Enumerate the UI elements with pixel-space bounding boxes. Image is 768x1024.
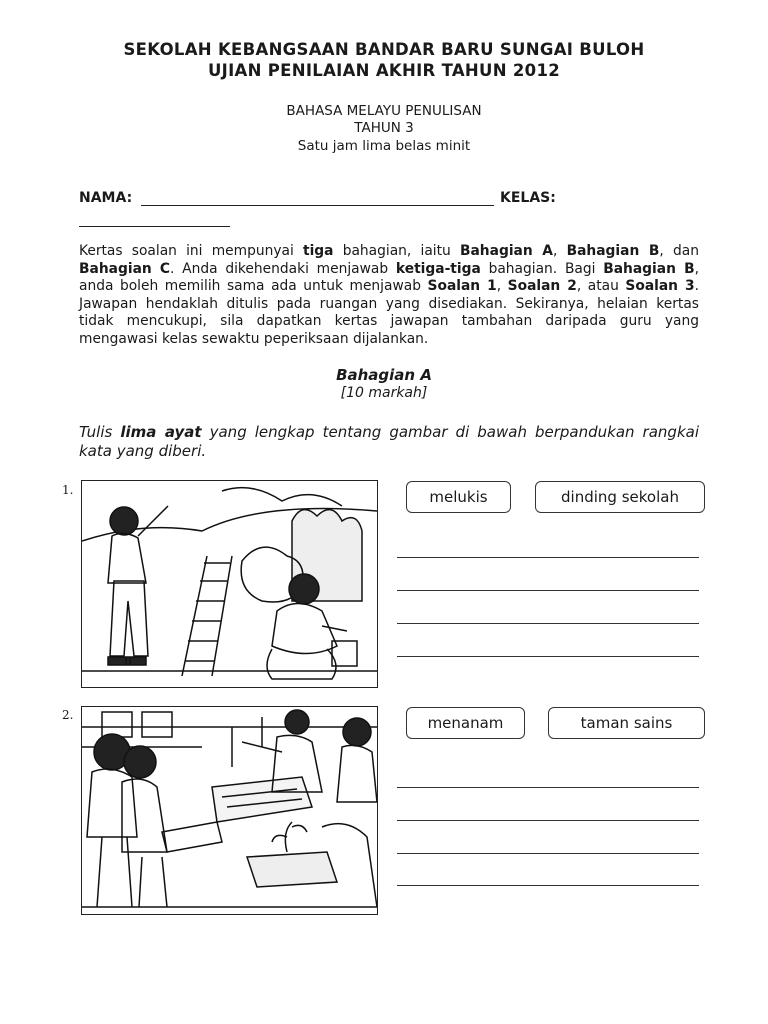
name-field-line[interactable]: [141, 205, 494, 206]
keyword-box: menanam: [406, 707, 525, 739]
task-instruction: Tulis lima ayat yang lengkap tentang gambar di bawah berpandukan rangkai kata yang diberi.: [79, 423, 699, 460]
answer-line[interactable]: [397, 656, 699, 657]
instructions-paragraph: Kertas soalan ini mempunyai tiga bahagian, iaitu Bahagian A, Bahagian B, dan Bahagian C. Anda dikehendaki menjawab ketiga-tiga bahagian. Bagi Bahagian B, anda boleh memilih sama ada untuk menjawab Soalan 1, Soalan 2, atau Soalan 3. Jawapan hendaklah ditulis pada ruangan yang disediakan. Sekiranya, helaian kertas tidak mencukupi, sila dapatkan kertas jawapan tambahan daripada guru yang mengawasi kelas sewaktu peperiksaan dijalankan.: [79, 243, 700, 347]
answer-line[interactable]: [397, 853, 699, 854]
keyword-box: taman sains: [548, 707, 705, 739]
keyword-box: melukis: [406, 481, 511, 513]
answer-line[interactable]: [397, 557, 699, 558]
duration-label: Satu jam lima belas minit: [297, 138, 471, 154]
section-title: Bahagian A: [336, 366, 432, 384]
answer-line[interactable]: [397, 787, 699, 788]
question-number: 1.: [62, 483, 74, 497]
answer-line[interactable]: [397, 623, 699, 624]
keyword-box: dinding sekolah: [535, 481, 705, 513]
class-field-line[interactable]: [79, 226, 230, 227]
school-name: SEKOLAH KEBANGSAAN BANDAR BARU SUNGAI BULOH: [123, 40, 645, 59]
subject-title: BAHASA MELAYU PENULISAN: [286, 103, 482, 119]
answer-line[interactable]: [397, 885, 699, 886]
answer-line[interactable]: [397, 820, 699, 821]
class-label: KELAS:: [500, 190, 556, 206]
question-2-illustration: [81, 706, 378, 915]
name-label: NAMA:: [79, 190, 133, 206]
question-1-illustration: [81, 480, 378, 688]
exam-title: UJIAN PENILAIAN AKHIR TAHUN 2012: [207, 61, 561, 80]
answer-line[interactable]: [397, 590, 699, 591]
section-marks: [10 markah]: [340, 385, 428, 401]
year-label: TAHUN 3: [354, 120, 414, 136]
question-number: 2.: [62, 708, 74, 722]
